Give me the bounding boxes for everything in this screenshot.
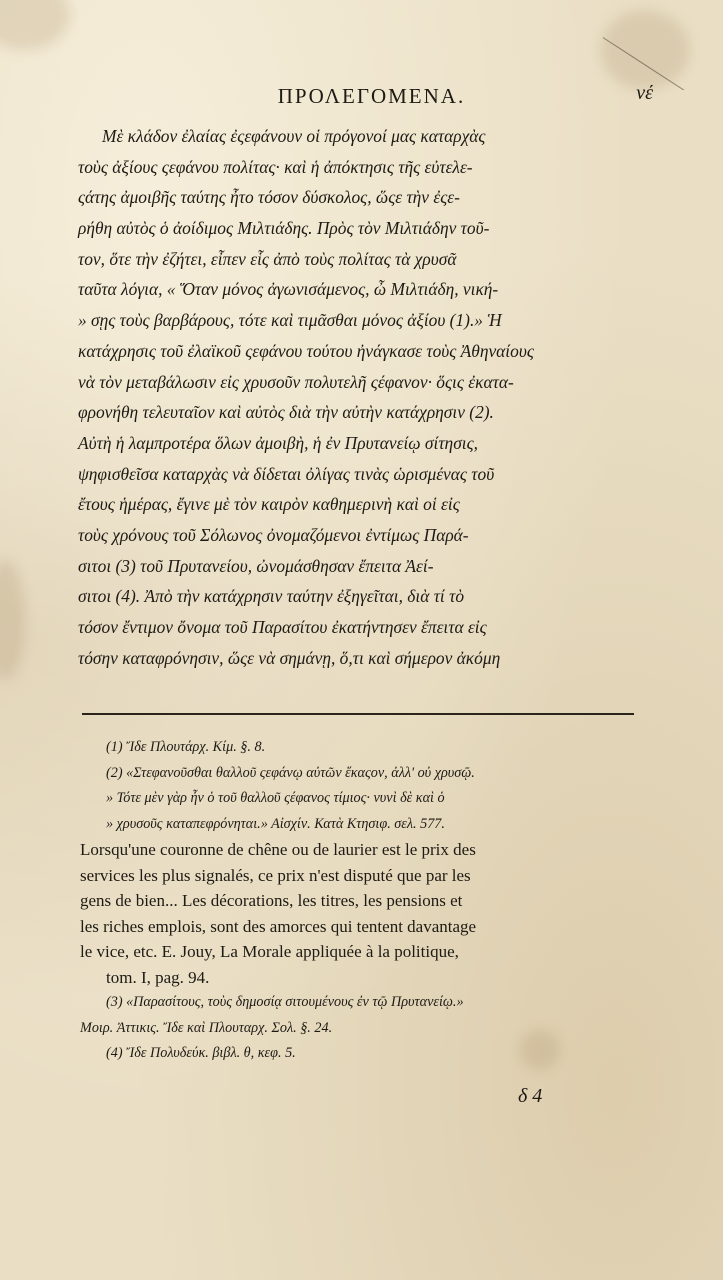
footnote-line: services les plus signalés, ce prix n'est disputé que par les bbox=[80, 865, 471, 885]
text-line: φρονήθη τελευταῖον καὶ αὐτὸς διὰ τὴν αὐτὴν κατάχρησιν (2). bbox=[78, 402, 494, 423]
text-line: ἔτους ἡμέρας, ἔγινε μὲ τὸν καιρὸν καθημερινὴ καὶ οἱ εἰς bbox=[78, 494, 460, 515]
footnote-line: » Τότε μὲν γὰρ ἦν ὁ τοῦ θαλλοῦ ςέφανος τίμιος· νυνὶ δὲ καὶ ὁ bbox=[106, 790, 445, 806]
text-line: τόσον ἔντιμον ὄνομα τοῦ Παρασίτου ἐκατήντησεν ἔπειτα εἰς bbox=[78, 617, 487, 637]
footnote-line: Μοιρ. Ἀττικις. Ἴδε καὶ Πλουταρχ. Σολ. §. 24. bbox=[80, 1019, 333, 1036]
text-line: ςάτης ἀμοιβῆς ταύτης ἦτο τόσον δύσκολος, ὥςε τὴν ἐςε- bbox=[78, 187, 460, 208]
footnote-divider bbox=[82, 713, 634, 715]
text-line: τοὺς ἀξίους ςεφάνου πολίτας· καὶ ἡ ἀπόκτησις τῆς εὐτελε- bbox=[78, 156, 473, 177]
text-line: ψηφισθεῖσα καταρχὰς νὰ δίδεται ὀλίγας τινὰς ὡρισμένας τοῦ bbox=[78, 463, 495, 484]
footnote-line: tom. I, pag. 94. bbox=[106, 967, 210, 987]
text-line: τοὺς χρόνους τοῦ Σόλωνος ὀνομαζόμενοι ἐντίμως Παρά- bbox=[78, 524, 469, 545]
text-line: σιτοι (3) τοῦ Πρυτανείου, ὠνομάσθησαν ἔπειτα Ἀεί- bbox=[78, 555, 434, 576]
text-line: τόσην καταφρόνησιν, ὥςε νὰ σημάνῃ, ὅ,τι καὶ σήμερον ἀκόμη bbox=[78, 647, 501, 668]
footnote-line: (2) «Στεφανοῦσθαι θαλλοῦ ςεφάνῳ αὐτῶν ἕκαςον, ἀλλ' οὐ χρυσῷ. bbox=[106, 764, 475, 781]
text-line: ταῦτα λόγια, « Ὅταν μόνος ἀγωνισάμενος, ὦ Μιλτιάδη, νική- bbox=[78, 279, 499, 300]
paper-stain bbox=[0, 560, 25, 680]
main-text bbox=[78, 121, 636, 673]
footnote-line: gens de bien... Les décorations, les titres, les pensions et bbox=[80, 891, 463, 910]
footnote-line: le vice, etc. E. Jouy, La Morale appliquée à la politique, bbox=[80, 942, 459, 961]
text-line: ρήθη αὐτὸς ὁ ἀοίδιμος Μιλτιάδης. Πρὸς τὸν Μιλτιάδην τοῦ- bbox=[78, 218, 490, 239]
page-header bbox=[90, 78, 653, 118]
text-line: σιτοι (4). Ἀπὸ τὴν κατάχρησιν ταύτην ἐξηγεῖται, διὰ τί τὸ bbox=[78, 586, 465, 607]
footnote-line: (1) Ἴδε Πλουτάρχ. Κίμ. §. 8. bbox=[106, 739, 266, 755]
text-line: Αὐτὴ ἡ λαμπροτέρα ὅλων ἀμοιβὴ, ἡ ἐν Πρυτανείῳ σίτησις, bbox=[78, 432, 479, 453]
footnote-line: les riches emplois, sont des amorces qui tentent davantage bbox=[80, 916, 477, 936]
text-line: » σῃς τοὺς βαρβάρους, τότε καὶ τιμᾶσθαι μόνος ἀξίου (1).» Ἡ bbox=[78, 310, 502, 331]
signature-mark: δ 4 bbox=[518, 1085, 543, 1107]
paper-stain bbox=[0, 0, 70, 50]
text-line: τον, ὅτε τὴν ἐζήτει, εἶπεν εἷς ἀπὸ τοὺς πολίτας τὰ χρυσᾶ bbox=[78, 248, 457, 269]
text-line: κατάχρησις τοῦ ἐλαϊκοῦ ςεφάνου τούτου ἠνάγκασε τοὺς Ἀθηναίους bbox=[78, 340, 534, 361]
footnote-line: Lorsqu'une couronne de chêne ou de laurier est le prix des bbox=[80, 840, 476, 859]
footnote-line: » χρυσοῦς καταπεφρόνηται.» Αἰσχίν. Κατὰ Κτησιφ. σελ. 577. bbox=[106, 815, 445, 832]
running-title: ΠΡΟΛΕΓΟΜΕΝΑ. bbox=[277, 84, 466, 108]
footnote-line: (4) Ἴδε Πολυδεύκ. βιβλ. θ, κεφ. 5. bbox=[106, 1045, 296, 1061]
footnote-line: (3) «Παρασίτους, τοὺς δημοσίᾳ σιτουμένους ἐν τῷ Πρυτανείῳ.» bbox=[106, 994, 464, 1010]
text-line: Μὲ κλάδον ἐλαίας ἐςεφάνουν οἱ πρόγονοί μας καταρχὰς bbox=[102, 126, 486, 146]
page-number: νέ bbox=[636, 82, 653, 104]
text-line: νὰ τὸν μεταβάλωσιν εἰς χρυσοῦν πολυτελῆ ςέφανον· ὅςις ἐκατα- bbox=[78, 371, 514, 392]
footnotes bbox=[80, 735, 640, 1067]
folded-corner bbox=[603, 0, 723, 90]
